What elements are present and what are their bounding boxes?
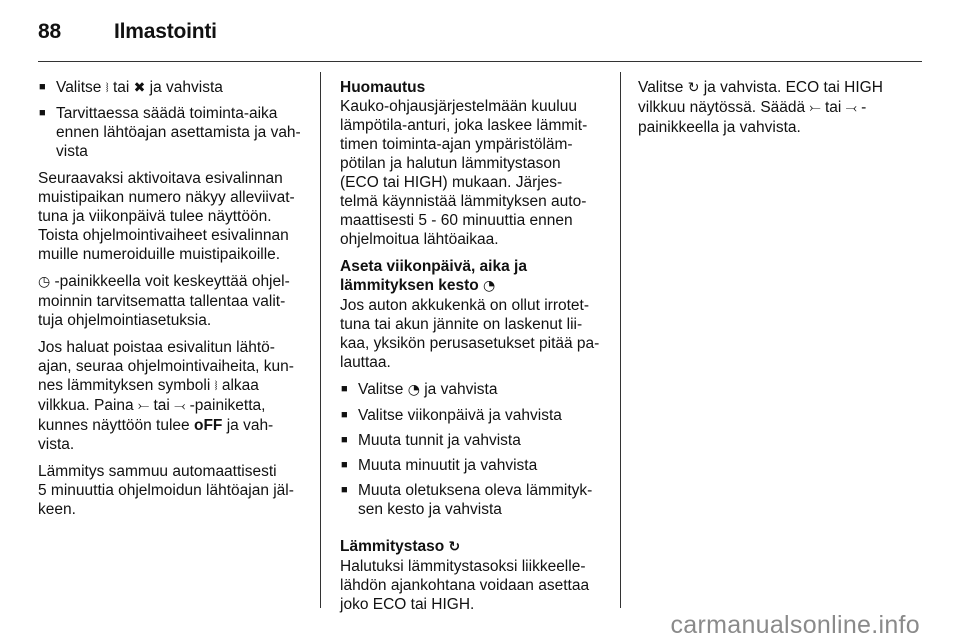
clock-icon: ◔	[407, 382, 420, 398]
list-item: ■ Tarvittaessa säädä toiminta-aika ennen lähtöajan asettamista ja vah- vista	[38, 104, 308, 161]
clock-icon: ◔	[483, 278, 496, 294]
paragraph: ◷ -painikkeella voit keskeyttää ohjel- moinnin tarvitsematta tallentaa valit- tuja ohjelmointiasetuksia.	[38, 273, 290, 329]
section-heading: Aseta viikonpäivä, aika ja lämmityksen kesto ◔	[340, 258, 527, 294]
paragraph: Lämmitys sammuu automaattisesti 5 minuuttia ohjelmoidun lähtöajan jäl- keen.	[38, 463, 294, 518]
page-header	[38, 20, 217, 44]
arrow-right-icon: ⤙	[174, 398, 186, 414]
column-2	[340, 78, 610, 622]
fan-icon: ✖	[133, 80, 146, 96]
list-item: ■ Muuta tunnit ja vahvista	[340, 431, 610, 450]
step-list-1	[38, 78, 308, 161]
timer-preset-icon: ⧘	[105, 80, 109, 96]
clock-icon: ◷	[38, 274, 51, 290]
column-divider-1	[320, 72, 321, 608]
step-list-2	[340, 380, 610, 519]
timer-preset-icon: ⧘	[214, 378, 218, 394]
paragraph: Halutuksi lämmitystasoksi liikkeelle- lähdön ajankohtana voidaan asettaa joko ECO tai HIGH.	[340, 558, 590, 613]
column-3	[638, 78, 908, 145]
header-rule	[38, 61, 922, 62]
list-item: ■ Valitse viikonpäivä ja vahvista	[340, 406, 610, 425]
paragraph: Valitse ↻ ja vahvista. ECO tai HIGH vilkkuu näytössä. Säädä ⤚ tai ⤙ - painikkeella ja vahvista.	[638, 79, 883, 136]
list-item: ■ Muuta minuutit ja vahvista	[340, 456, 610, 475]
paragraph: Seuraavaksi aktivoitava esivalinnan muistipaikan numero näkyy alleviivat- tuna ja viikonpäivä tulee näyttöön. Toista ohjelmointivaiheet esivalinnan muille numeroiduille muistipaikoille.	[38, 170, 295, 263]
list-item: ■ Muuta oletuksena oleva lämmityk- sen kesto ja vahvista	[340, 481, 610, 519]
note-title: Huomautus	[340, 79, 426, 96]
note-text: Kauko-ohjausjärjestelmään kuuluu lämpötila-anturi, joka laskee lämmit- timen toiminta-ajan ympäristöläm- pötilan ja halutun lämmitystason (ECO tai HIGH) mukaan. Järjes- telmä käynnistää lämmityksen auto- maattisesti 5 - 60 minuuttia ennen ohjelmoitua lähtöaikaa.	[340, 98, 588, 248]
watermark: carmanualsonline.info	[670, 611, 920, 639]
heating-level-icon: ↻	[448, 539, 461, 555]
paragraph: Jos auton akkukenkä on ollut irrotet- tuna tai akun jännite on laskenut lii- kaa, yksikön perusasetukset pitää pa- lauttaa.	[340, 297, 600, 371]
arrow-left-icon: ⤚	[809, 100, 821, 116]
list-item: ■ Valitse ◔ ja vahvista	[340, 380, 610, 400]
heating-level-icon: ↻	[687, 80, 700, 96]
list-item: ■ Valitse ⧘ tai ✖ ja vahvista	[38, 78, 308, 98]
arrow-right-icon: ⤙	[845, 100, 857, 116]
arrow-left-icon: ⤚	[137, 398, 150, 414]
column-1	[38, 78, 308, 527]
paragraph: Jos haluat poistaa esivalitun lähtö- ajan, seuraa ohjelmointivaiheita, kun- nes lämmityksen symboli ⧘ alkaa vilkkua. Paina ⤚ tai ⤙ -painiketta, kunnes näyttöön tulee oFF ja vah- vista.	[38, 339, 294, 453]
page-title: Ilmastointi	[114, 20, 217, 43]
section-heading: Lämmitystaso ↻	[340, 538, 461, 555]
column-divider-2	[620, 72, 621, 608]
page-number: 88	[38, 20, 61, 43]
